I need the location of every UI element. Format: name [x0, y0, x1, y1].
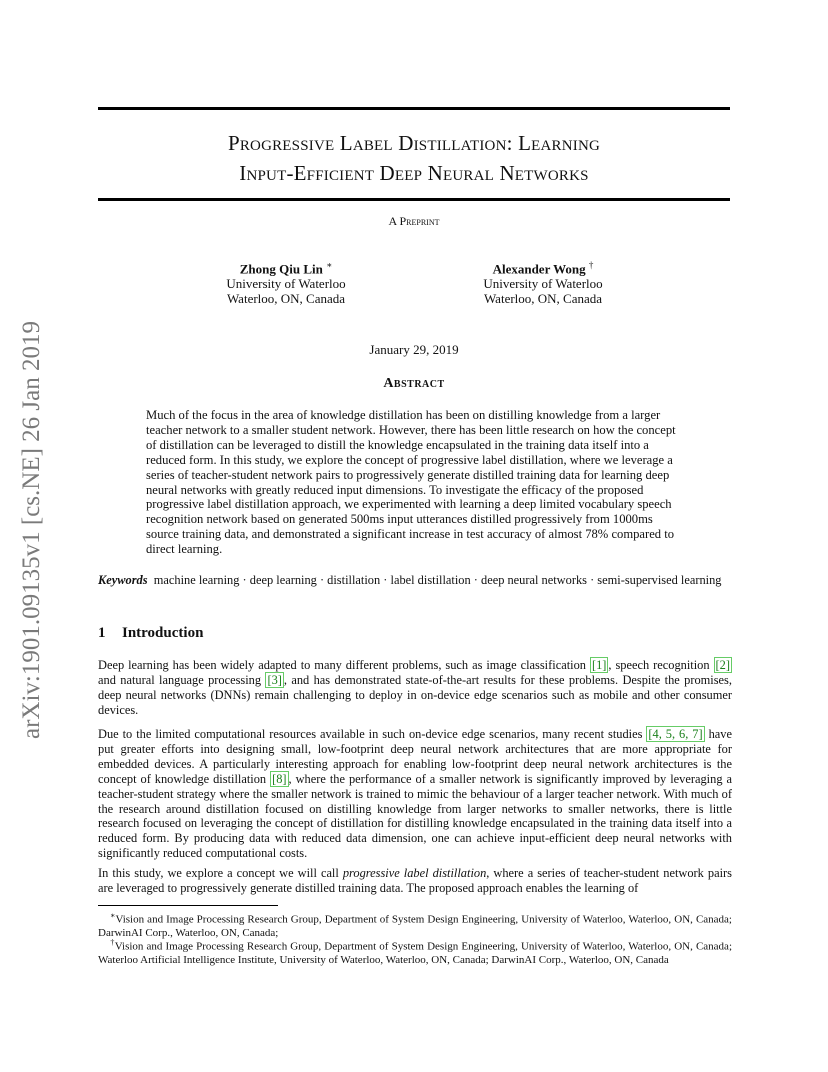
citation-link[interactable]: [3]: [267, 672, 282, 687]
paragraph-1: [98, 658, 732, 718]
paper-title: [98, 128, 730, 188]
text-run: have put greater efforts into designing small, low-footprint deep neural network architectures that are more appropriate for embedded devices. A particularly interesting approach for enabling low-footprint deep neural network architectures is the concept of knowledge distillation: [98, 727, 732, 786]
author-affiliation: University of Waterloo: [483, 276, 603, 292]
arxiv-stamp: arXiv:1901.09135v1 [cs.NE] 26 Jan 2019: [18, 321, 45, 739]
text-run: Deep learning has been widely adapted to many different problems, such as image classification: [98, 658, 590, 672]
footnote-text: Vision and Image Processing Research Group, Department of System Design Engineering, University of Waterloo, Waterloo, ON, Canada; DarwinAI Corp., Waterloo, ON, Canada;: [98, 913, 732, 939]
author-name: Alexander Wong: [492, 261, 586, 277]
footnote-mark: †: [110, 938, 115, 947]
section-heading: [98, 625, 732, 642]
text-run: , speech recognition: [608, 658, 714, 672]
text-run: and natural language processing: [98, 672, 266, 687]
footnote-2: [98, 936, 732, 967]
text-run: Due to the limited computational resources available in such on-device edge scenarios, many recent studies: [98, 727, 647, 741]
abstract-heading: Abstract: [383, 376, 445, 391]
citation-link[interactable]: [4, 5, 6, 7]: [648, 727, 703, 741]
keywords-label: Keywords: [98, 573, 148, 587]
author-mark: ∗: [326, 260, 333, 270]
section-title: Introduction: [122, 625, 204, 641]
footnote-text: Vision and Image Processing Research Group, Department of System Design Engineering, University of Waterloo, Waterloo, ON, Canada; Waterloo Artificial Intelligence Institute, University of Waterloo, Waterloo, ON, Canada; DarwinAI Corp., Waterloo, ON, Canada: [98, 940, 733, 966]
text-run: , where the performance of a smaller network is significantly improved by leveraging a teacher-student strategy where the smaller network is trained to mimic the behaviour of a larger teacher network. With much of the research around distillation focused on distilling knowledge from larger networks to smaller networks, there is little research focused on leveraging the concept of distillation for distilling knowledge encapsulated in the training data itself into a reduced form. By producing data with reduced data dimension, one can achieve input-efficient deep neural networks with significantly reduced computational costs.: [98, 771, 732, 861]
paragraph-2: [98, 727, 732, 861]
keywords-list: machine learning · deep learning · distillation · label distillation · deep neural networks · semi-supervised learning: [153, 573, 722, 587]
citation-link[interactable]: [2]: [715, 658, 730, 672]
footnote-mark: ∗: [110, 911, 116, 920]
author-1: [186, 258, 386, 306]
paragraph-3: [98, 866, 732, 896]
text-run: , and has demonstrated state-of-the-art results for these problems. Despite the promises, deep neural networks (DNNs) remain challenging to deploy in on-device edge scenarios such as mobile and other consumer devices.: [98, 672, 732, 717]
footnote-rule: [98, 905, 278, 906]
preprint-label: A Preprint: [388, 214, 440, 228]
abstract-text: Much of the focus in the area of knowledge distillation has been on distilling knowledge from a larger teacher network to a smaller student network. However, there has been little research on how the concept of distillation can be leveraged to distill the knowledge encapsulated in the training data itself into a reduced form. In this study, we explore the concept of progressive label distillation, where we leverage a series of teacher-student network pairs to progressively generate distilled training data for learning deep neural networks with greatly reduced input dimensions. To investigate the efficacy of the proposed progressive label distillation approach, we experimented with learning a deep limited vocabulary speech recognition network based on generated 500ms input utterances distilled progressively from 1000ms source training data, and demonstrated a significant increase in test accuracy of almost 78% compared to direct learning.: [146, 408, 676, 557]
author-mark: †: [588, 260, 594, 270]
keywords: [98, 573, 732, 588]
title-line-2: Input-Efficient Deep Neural Networks: [239, 161, 589, 185]
author-name: Zhong Qiu Lin: [239, 261, 323, 277]
title-line-1: Progressive Label Distillation: Learning: [227, 131, 601, 155]
citation-link[interactable]: [1]: [591, 658, 607, 672]
author-location: Waterloo, ON, Canada: [483, 291, 603, 307]
title-rule-bottom: [98, 198, 730, 201]
section-number: 1: [98, 625, 106, 641]
text-run: In this study, we explore a concept we will call: [98, 866, 343, 880]
author-location: Waterloo, ON, Canada: [226, 291, 346, 307]
emphasis-term: progressive label distillation: [342, 866, 487, 880]
citation-link[interactable]: [8]: [272, 771, 287, 786]
publication-date: January 29, 2019: [369, 342, 459, 357]
text-run: , where a series of teacher-student network pairs are leveraged to progressively generate distilled training data. The proposed approach enables the learning of: [98, 866, 732, 895]
author-affiliation: University of Waterloo: [226, 276, 346, 292]
author-2: [443, 258, 643, 306]
title-rule-top: [98, 107, 730, 110]
